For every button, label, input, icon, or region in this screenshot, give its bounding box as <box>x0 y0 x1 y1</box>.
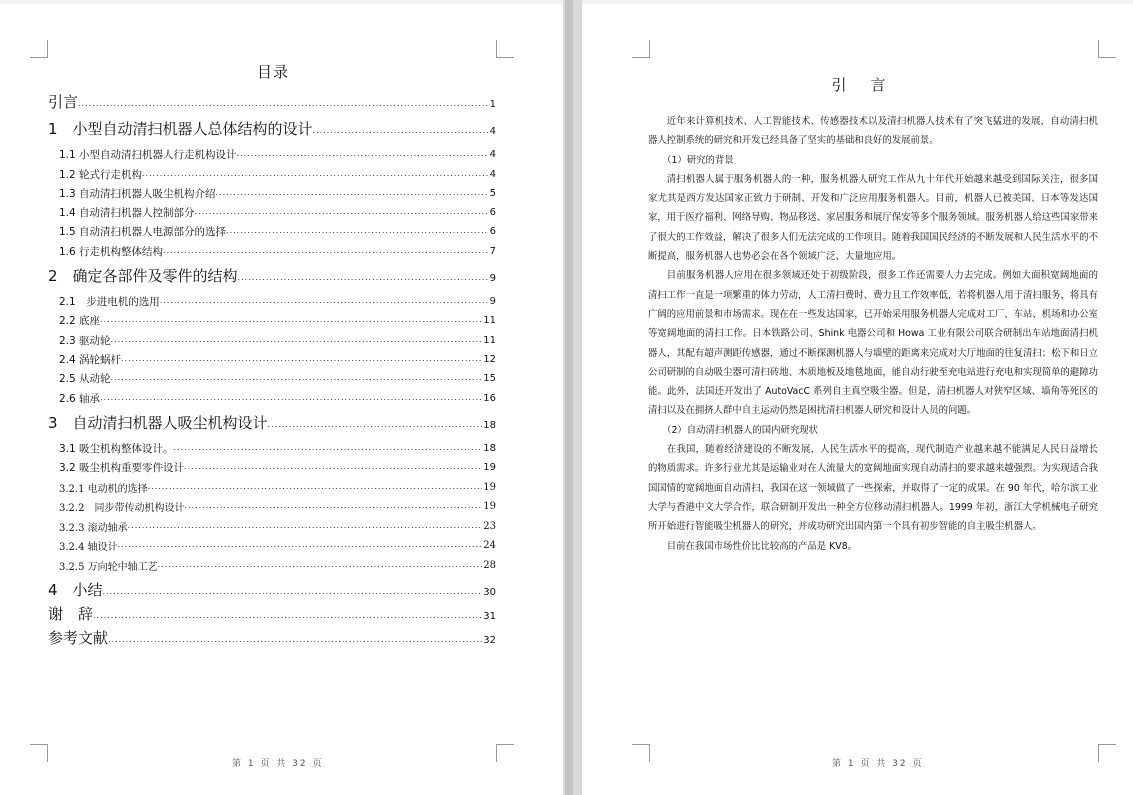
page-separator <box>565 0 573 795</box>
toc-leader-dots <box>111 335 483 345</box>
toc-entry[interactable] <box>48 574 496 600</box>
toc-entry[interactable] <box>48 113 496 139</box>
crop-mark-bottom-right <box>496 744 514 762</box>
toc-entry-label: 2.3 驱动轮 <box>59 334 111 347</box>
toc-leader-dots <box>184 501 482 511</box>
toc-leader-dots <box>160 296 489 306</box>
toc-page-number: 6 <box>489 226 496 238</box>
toc-page-number: 1 <box>489 99 496 110</box>
toc-leader-dots <box>103 587 483 597</box>
toc-entry-label: 1 小型自动清扫机器人总体结构的设计 <box>48 120 313 138</box>
toc-page-number: 7 <box>489 245 496 257</box>
toc-leader-dots <box>238 273 489 283</box>
toc-entry-label: 1.6 行走机构整体结构 <box>59 245 164 258</box>
toc-entry[interactable] <box>48 456 496 475</box>
toc-leader-dots <box>313 126 489 136</box>
toc-entry-label: 1.1 小型自动清扫机器人行走机构设计 <box>59 149 237 162</box>
toc-entry-label: 3.1 吸尘机构整体设计。 <box>59 442 174 455</box>
toc-entry[interactable] <box>48 162 496 181</box>
toc-entry-label: 3.2 吸尘机构重要零件设计 <box>59 462 185 475</box>
toc-entry[interactable] <box>48 407 496 433</box>
body-paragraph: 清扫机器人属于服务机器人的一种，服务机器人研究工作从九十年代开始越来越受到国际关注，很多国家尤其是西方发达国家正致力于研制、开发和广泛应用服务机器人。目前，机器人已被美国、日本等发达国家，用于医疗福利、网络导购、物品移送、家居服务和展厅保安等多个服务领域。服务机器人给这些国家带来了很大的工作效益，解决了很多人们无法完成的工作项目。随着我国国民经济的不断发展和人民生活水平的不断提高，服务机器人也势必会在各个领域广泛、大量地应用。 <box>648 173 1099 263</box>
toc-entry[interactable] <box>48 201 496 220</box>
toc-entry-label: 3.2.5 万向轮中轴工艺 <box>59 561 158 573</box>
toc-entry-label: 2.4 涡轮蜗杆 <box>59 353 122 366</box>
toc-entry[interactable] <box>48 437 496 456</box>
toc-entry[interactable] <box>48 624 496 648</box>
crop-mark-bottom-right <box>1098 744 1116 762</box>
toc-page-number: 23 <box>483 520 496 532</box>
toc-leader-dots <box>142 169 489 179</box>
section-heading: （2）自动清扫机器人的国内研究现状 <box>662 424 819 436</box>
toc-entry[interactable] <box>48 239 496 258</box>
toc-page-number: 4 <box>489 149 496 161</box>
toc-entry-label: 2.5 从动轮 <box>59 373 111 386</box>
toc-leader-dots <box>108 635 482 645</box>
toc-page-number: 12 <box>483 353 496 365</box>
toc-entry-label: 3.2.3 滚动轴承 <box>59 522 128 534</box>
toc-entry[interactable] <box>48 475 496 495</box>
crop-mark-top-right <box>496 40 514 58</box>
toc-leader-dots <box>121 354 482 364</box>
toc-entry[interactable] <box>48 309 496 328</box>
intro-body <box>648 112 1098 556</box>
toc-entry[interactable] <box>48 553 496 573</box>
toc-entry[interactable] <box>48 386 496 405</box>
toc-entry[interactable] <box>48 514 496 534</box>
toc-entry[interactable] <box>48 600 496 624</box>
toc-page-number: 5 <box>489 187 496 199</box>
toc-entry-label: 谢 辞 <box>48 604 94 623</box>
toc-entry-label: 2.2 底座 <box>59 315 101 328</box>
toc-leader-dots <box>237 149 489 159</box>
toc-leader-dots <box>216 188 489 198</box>
crop-mark-top-left <box>30 40 48 58</box>
section-heading: （1）研究的背景 <box>662 154 734 166</box>
toc-entry[interactable] <box>48 260 496 286</box>
toc-title: 目录 <box>256 63 289 81</box>
toc-leader-dots <box>195 207 489 217</box>
page-introduction <box>582 4 1133 795</box>
toc-leader-dots <box>163 246 489 256</box>
crop-mark-top-right <box>1098 40 1116 58</box>
toc-page-number: 11 <box>483 315 496 327</box>
toc-leader-dots <box>148 482 483 492</box>
toc-entry-label: 1.2 轮式行走机构 <box>59 168 143 181</box>
body-paragraph: 目前服务机器人应用在很多领域还处于初级阶段，很多工作还需要人力去完成。例如大面积宽阔地面的清扫工作一直是一项繁重的体力劳动，人工清扫费时、费力且工作效率低，若将机器人用于清扫服务，将具有广阔的应用前景和市场需求。现在在一些发达国家，已开始采用服务机器人完成对工厂、车站、机场和办公室等宽阔地面的清扫工作。日本铁路公司、Shink 电器公司和 Howa 工业有限公司联合研制出车站地面清扫机器人，其配有超声测距传感器，通过不断探测机器人与墙壁的距离来完成对大厅地面的往复清扫；松下和日立公司研制的自动吸尘器可清扫砖地、木质地板及地毯地面，能自动行驶至充电站进行充电和实现简单的避障功能。此外，法国还开发出了 AutoVacC 系列自主真空吸尘器。但是，清扫机器人对狭窄区域、墙角等死区的清扫以及在拥挤人群中自主运动仍然是困扰清扫机器人研究和设计人员的问题。 <box>648 270 1099 417</box>
toc-leader-dots <box>118 540 483 550</box>
toc-entry-label: 3.2.2 同步带传动机构设计 <box>59 503 185 515</box>
body-paragraph: 在我国，随着经济建设的不断发展，人民生活水平的提高，现代制造产业越来越不能满足人民日益增长的物质需求。许多行业尤其是运输业对在人流量大的宽阔地面实现自动清扫的要求越来越强烈。为实现适合我国国情的宽阔地面自动清扫，我国在这一领域做了一些探索，并取得了一定的成果。在 90 年代，哈尔滨工业大学与香港中文大学合作，联合研制开发出一种全方位移动清扫机器人。1999 年初，浙江大学机械电子研究所开始进行智能吸尘机器人的研究，并成功研究出国内第一个具有初步智能的自主吸尘机器人。 <box>648 444 1099 533</box>
toc-entry[interactable] <box>48 220 496 239</box>
toc-page-number: 31 <box>483 610 496 622</box>
body-paragraph: 近年来计算机技术、人工智能技术、传感器技术以及清扫机器人技术有了突飞猛进的发展，自动清扫机器人控制系统的研究和开发已经具备了坚实的基础和良好的发展前景。 <box>648 116 1098 147</box>
toc-page-number: 4 <box>489 168 496 180</box>
page-footer: 第 1 页 共 32 页 <box>232 759 324 769</box>
toc-entry[interactable] <box>48 182 496 201</box>
toc-leader-dots <box>111 373 483 383</box>
crop-mark-top-left <box>632 40 650 58</box>
toc-entry-label: 3.2.1 电动机的选择 <box>59 483 148 495</box>
toc-entry-label: 3.2.4 轴设计 <box>59 542 118 554</box>
toc-leader-dots <box>226 226 489 236</box>
toc-page-number: 32 <box>483 634 496 646</box>
toc-leader-dots <box>100 315 482 325</box>
toc-entry[interactable] <box>48 534 496 554</box>
toc-leader-dots <box>78 99 489 109</box>
toc-page-number: 9 <box>489 296 496 308</box>
toc-entry[interactable] <box>48 290 496 309</box>
crop-mark-bottom-left <box>632 744 650 762</box>
page-footer: 第 1 页 共 32 页 <box>832 759 924 769</box>
toc-page-number: 6 <box>489 207 496 219</box>
toc-entry-label: 引言 <box>48 93 79 111</box>
toc-entry-label: 2.1 步进电机的选用 <box>59 296 160 309</box>
toc-leader-dots <box>158 560 483 570</box>
toc-page-number: 19 <box>483 501 496 513</box>
toc-entry[interactable] <box>48 495 496 515</box>
toc-entry[interactable] <box>48 88 496 112</box>
toc-leader-dots <box>184 462 482 472</box>
toc-entry-label: 2.6 轴承 <box>59 392 101 405</box>
body-paragraph: 目前在我国市场性价比比较高的产品是 KV8。 <box>666 540 858 552</box>
toc-entry-label: 参考文献 <box>48 628 109 647</box>
toc-page-number: 24 <box>483 540 496 552</box>
toc-leader-dots <box>268 420 483 430</box>
page-table-of-contents <box>0 4 563 795</box>
toc-entry-label: 2 确定各部件及零件的结构 <box>48 266 238 285</box>
toc-page-number: 18 <box>483 419 496 431</box>
toc-page-number: 16 <box>483 392 496 404</box>
toc-entry-label: 1.3 自动清扫机器人吸尘机构介绍 <box>59 187 216 200</box>
toc-leader-dots <box>100 393 482 403</box>
toc-entry-label: 4 小结 <box>48 580 103 599</box>
toc-page-number: 19 <box>483 481 496 493</box>
toc-page-number: 19 <box>483 462 496 474</box>
intro-title: 引言 <box>831 76 910 94</box>
toc-leader-dots <box>128 521 483 531</box>
toc-entry-label: 1.5 自动清扫机器人电源部分的选择 <box>59 226 227 239</box>
toc-page-number: 4 <box>489 126 496 137</box>
toc-entry[interactable] <box>48 367 496 386</box>
toc-page-number: 15 <box>483 373 496 385</box>
toc-entry[interactable] <box>48 328 496 347</box>
toc-leader-dots <box>174 443 483 453</box>
crop-mark-bottom-left <box>30 744 48 762</box>
toc-list <box>48 88 496 648</box>
toc-entry-label: 1.4 自动清扫机器人控制部分 <box>59 207 195 220</box>
toc-entry[interactable] <box>48 143 496 162</box>
toc-entry-label: 3 自动清扫机器人吸尘机构设计 <box>48 413 268 432</box>
toc-page-number: 11 <box>483 334 496 346</box>
toc-leader-dots <box>93 611 482 621</box>
toc-page-number: 18 <box>483 442 496 454</box>
toc-page-number: 9 <box>489 272 496 284</box>
toc-entry[interactable] <box>48 348 496 367</box>
toc-page-number: 30 <box>483 586 496 598</box>
toc-page-number: 28 <box>483 559 496 571</box>
